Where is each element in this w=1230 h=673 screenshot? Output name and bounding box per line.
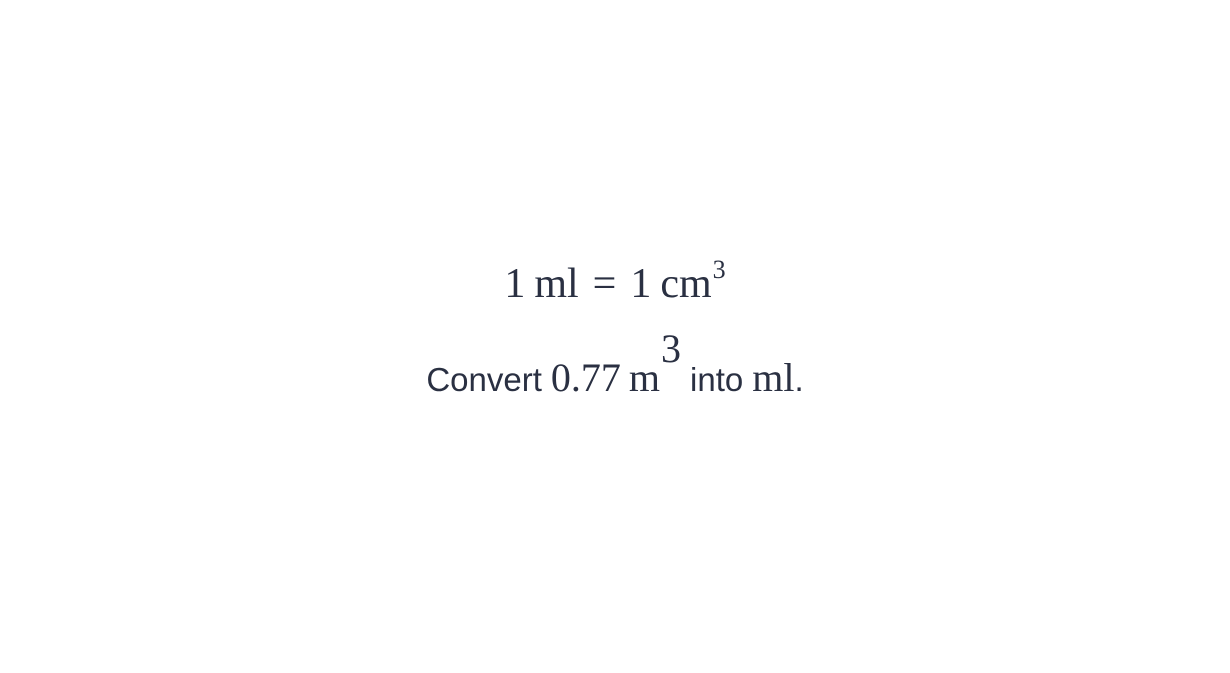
question-connector: into [690,361,744,398]
question-unit: m [628,355,661,400]
conversion-fact [0,255,1230,315]
question-suffix: . [794,361,804,398]
question-value: 0.77 [550,355,621,400]
rhs-number: 1 [630,261,652,307]
question-prefix: Convert [426,361,542,398]
question-exponent: 3 [661,326,682,372]
question-target-unit: ml [752,355,795,400]
rhs-unit: cm [660,261,712,307]
equals-sign: = [592,261,617,307]
lhs-unit: ml [534,261,579,307]
lhs-number: 1 [504,261,526,307]
question-prompt [0,326,1230,404]
rhs-exponent: 3 [712,255,726,285]
